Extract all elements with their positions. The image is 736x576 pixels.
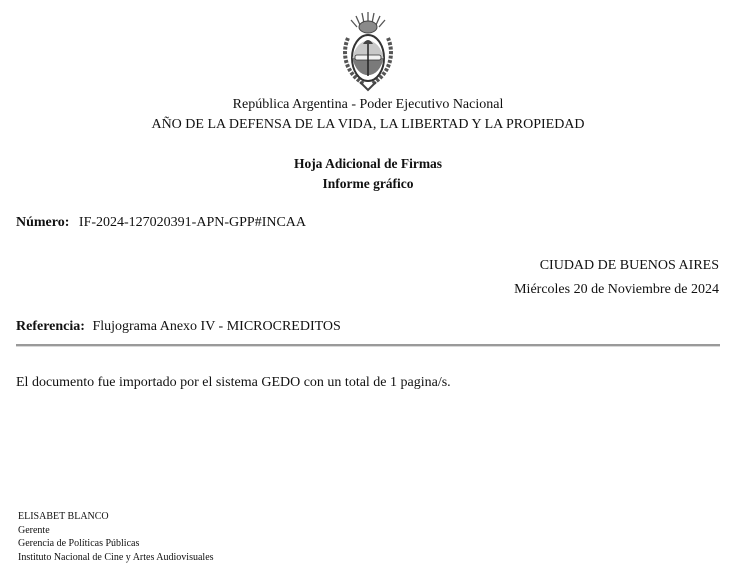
signer-name: ELISABET BLANCO xyxy=(18,511,109,522)
document-number-row xyxy=(16,215,306,231)
signer-institution: Instituto Nacional de Cine y Artes Audiovisuales xyxy=(18,551,214,563)
header-line-1: República Argentina - Poder Ejecutivo Nacional xyxy=(232,97,504,112)
reference-value: Flujograma Anexo IV - MICROCREDITOS xyxy=(92,319,341,334)
document-number-value: IF-2024-127020391-APN-GPP#INCAA xyxy=(78,215,307,230)
signer-department: Gerencia de Políticas Públicas xyxy=(18,538,140,549)
section-divider xyxy=(16,344,720,347)
header-line-2: AÑO DE LA DEFENSA DE LA VIDA, LA LIBERTAD Y LA PROPIEDAD xyxy=(151,117,585,132)
signer-role: Gerente xyxy=(18,524,50,536)
body-text: El documento fue importado por el sistema GEDO con un total de 1 pagina/s. xyxy=(16,375,451,390)
reference-row xyxy=(16,319,341,335)
document-number-label: Número: xyxy=(16,215,70,230)
document-title: Hoja Adicional de Firmas xyxy=(293,156,443,171)
document-subtitle: Informe gráfico xyxy=(322,176,414,191)
document-date: Miércoles 20 de Noviembre de 2024 xyxy=(514,282,719,297)
location-city: CIUDAD DE BUENOS AIRES xyxy=(539,258,719,273)
reference-label: Referencia: xyxy=(16,319,85,334)
national-coat-of-arms-icon xyxy=(338,10,398,92)
signer-block xyxy=(18,510,214,564)
